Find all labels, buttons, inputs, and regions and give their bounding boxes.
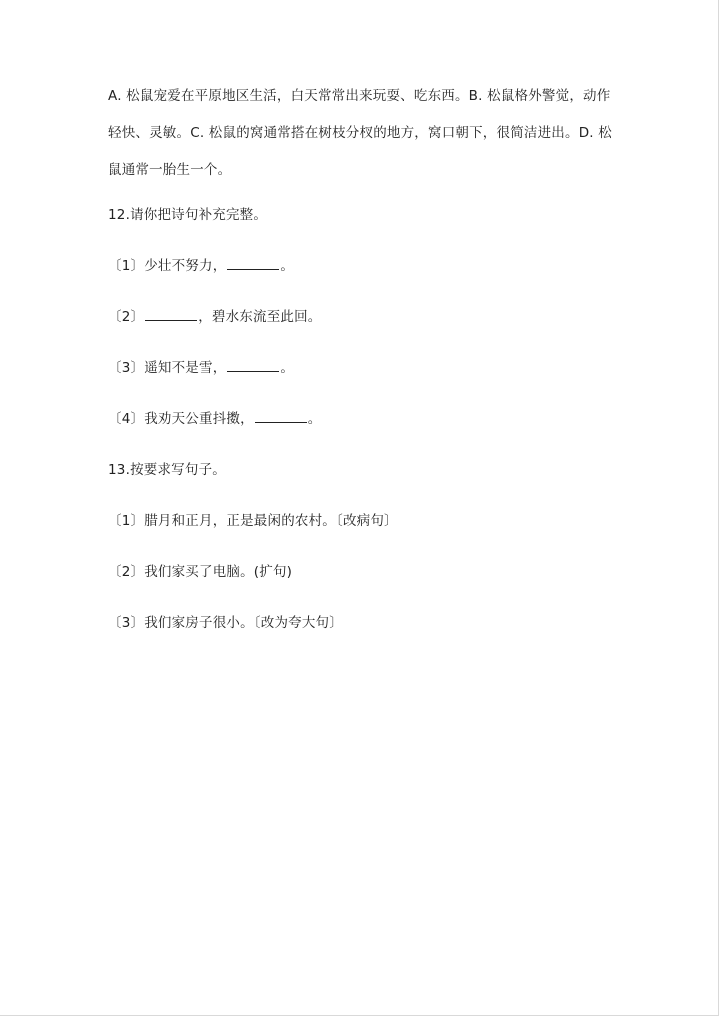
q12-item-1-prefix: 〔1〕少壮不努力， <box>108 258 227 274</box>
q12-item-3-suffix: 。 <box>280 360 295 376</box>
q13-item-1: 〔1〕腊月和正月，正是最闲的农村。〔改病句〕 <box>108 513 398 529</box>
q12-item-4-prefix: 〔4〕我劝天公重抖擞， <box>108 411 254 427</box>
document-content <box>108 78 613 664</box>
question-12-title: 12.请你把诗句补充完整。 <box>108 207 268 223</box>
q12-item-2 <box>108 307 613 327</box>
answer-blank <box>255 410 307 423</box>
answer-blank <box>227 359 279 372</box>
q12-item-4 <box>108 409 613 429</box>
q12-item-3 <box>108 358 613 378</box>
question-13-title: 13.按要求写句子。 <box>108 462 226 478</box>
q12-item-2-suffix: ，碧水东流至此回。 <box>198 309 322 325</box>
q13-item-3: 〔3〕我们家房子很小。〔改为夸大句〕 <box>108 615 343 631</box>
q12-item-4-suffix: 。 <box>307 411 322 427</box>
q12-item-2-prefix: 〔2〕 <box>108 309 145 325</box>
q13-item-2: 〔2〕我们家买了电脑。(扩句) <box>108 564 293 580</box>
answer-blank <box>145 308 197 321</box>
choices-paragraph: A. 松鼠宠爱在平原地区生活，白天常常出来玩耍、吃东西。B. 松鼠格外警觉，动作轻快、灵敏。C. 松鼠的窝通常搭在树枝分杈的地方，窝口朝下，很简洁进出。D. 松鼠通常一胎生一个。 <box>108 88 612 178</box>
answer-blank <box>227 257 279 270</box>
q12-item-1-suffix: 。 <box>280 258 295 274</box>
q12-item-3-prefix: 〔3〕遥知不是雪， <box>108 360 227 376</box>
q12-item-1 <box>108 256 613 276</box>
